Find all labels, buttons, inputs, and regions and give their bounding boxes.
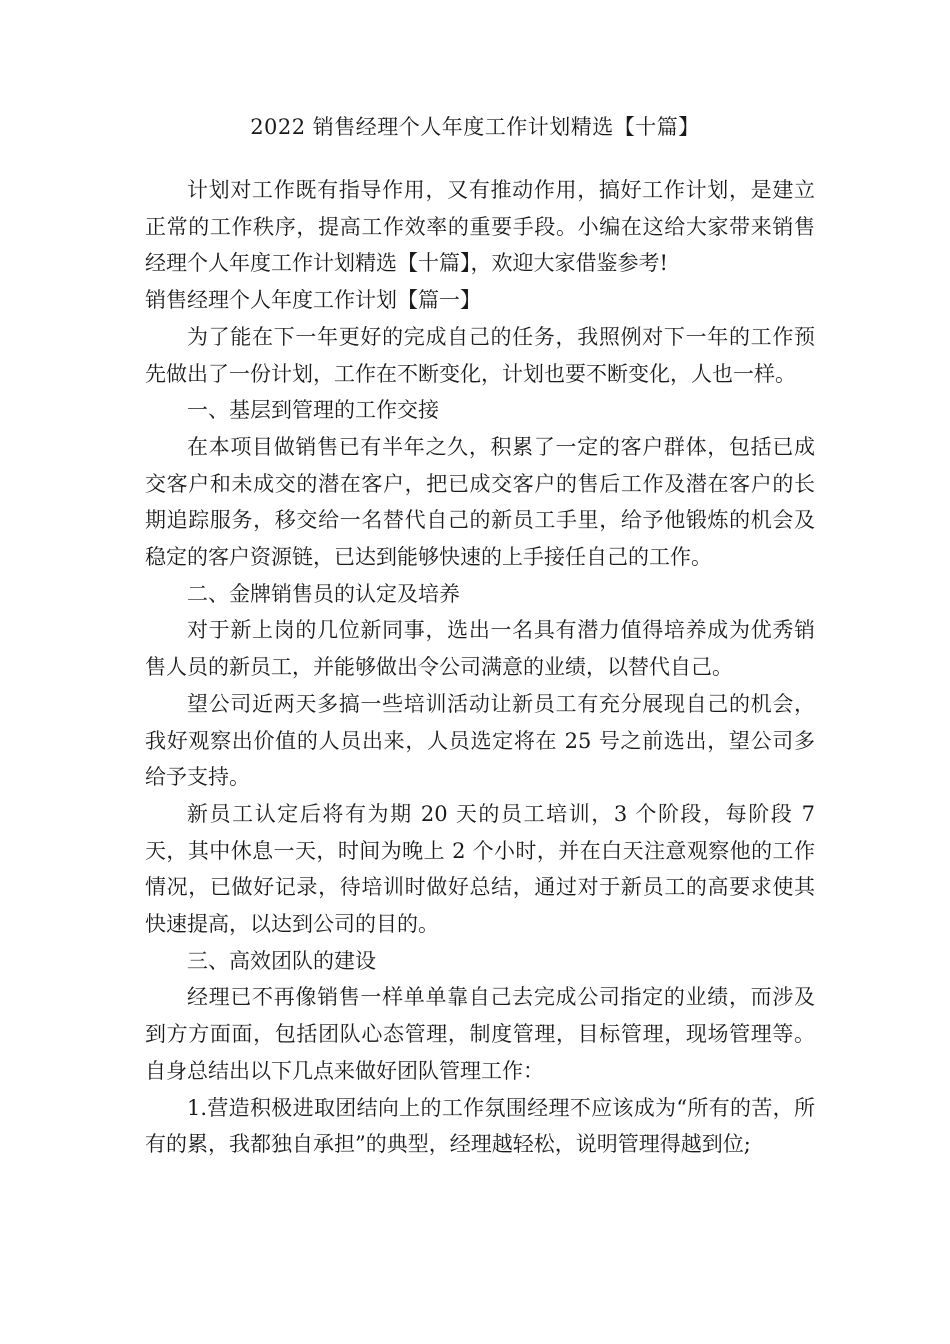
- team-management-paragraph: 经理已不再像销售一样单单靠自己去完成公司指定的业绩，而涉及到方方面面，包括团队心态管理，制度管理，目标管理，现场管理等。自身总结出以下几点来做好团队管理工作：: [145, 985, 815, 1083]
- section-heading-gold-sales: 二、金牌销售员的认定及培养: [187, 581, 460, 606]
- team-point-one-paragraph: 1.营造积极进取团结向上的工作氛围经理不应该成为“所有的苦，所有的累，我都独自承担”的典型，经理越轻松，说明管理得越到位;: [145, 1095, 815, 1157]
- plan-intro-paragraph: 为了能在下一年更好的完成自己的任务，我照例对下一年的工作预先做出了一份计划，工作在不断变化，计划也要不断变化，人也一样。: [145, 324, 815, 386]
- document-title: 2022 销售经理个人年度工作计划精选【十篇】: [250, 115, 700, 139]
- section-title-part-one: 销售经理个人年度工作计划【篇一】: [145, 288, 481, 313]
- training-plan-paragraph: 新员工认定后将有为期 20 天的员工培训，3 个阶段，每阶段 7 天，其中休息一天，时间为晚上 2 个小时，并在白天注意观察他的工作情况，已做好记录，待培训时做好总结，通过对于新员工的高要求使其快速提高，以达到公司的目的。: [145, 801, 815, 937]
- training-request-paragraph: 望公司近两天多搞一些培训活动让新员工有充分展现自己的机会，我好观察出价值的人员出来，人员选定将在 25 号之前选出，望公司多给予支持。: [145, 691, 815, 790]
- intro-paragraph: 计划对工作既有指导作用，又有推动作用，搞好工作计划，是建立正常的工作秩序，提高工作效率的重要手段。小编在这给大家带来销售经理个人年度工作计划精选【十篇】，欢迎大家借鉴参考!: [145, 178, 815, 276]
- handover-paragraph: 在本项目做销售已有半年之久，积累了一定的客户群体，包括已成交客户和未成交的潜在客户，把已成交客户的售后工作及潜在客户的长期追踪服务，移交给一名替代自己的新员工手里，给予他锻炼的机会及稳定的客户资源链，已达到能够快速的上手接任自己的工作。: [145, 434, 815, 570]
- section-heading-team-building: 三、高效团队的建设: [187, 948, 376, 973]
- section-heading-handover: 一、基层到管理的工作交接: [187, 398, 439, 423]
- document-body: [145, 172, 815, 1163]
- gold-sales-paragraph: 对于新上岗的几位新同事，选出一名具有潜力值得培养成为优秀销售人员的新员工，并能够做出令公司满意的业绩，以替代自己。: [145, 618, 815, 680]
